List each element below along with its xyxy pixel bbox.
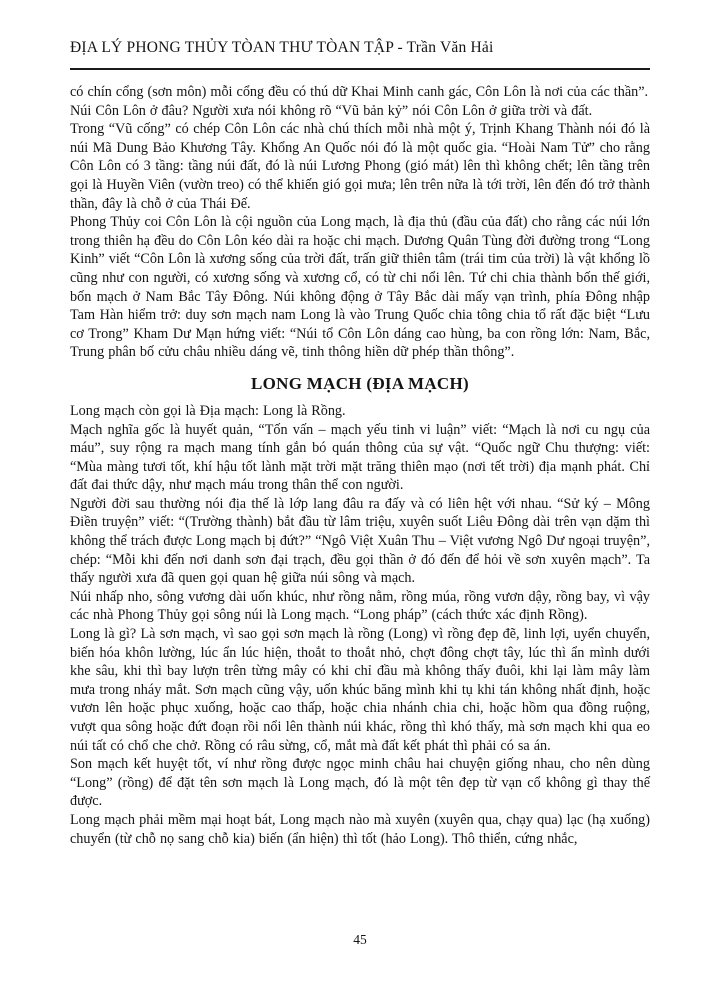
paragraph: Son mạch kết huyệt tốt, ví như rồng được ngọc minh châu hai chuyện giống nhau, cho nên dùng “Long” (rồng) để đặt tên sơn mạch là Long mạch, đó là một tên đẹp từ vạn cổ không gì thay thế được. — [70, 756, 650, 810]
paragraph: Long mạch phải mềm mại hoạt bát, Long mạch nào mà xuyên (xuyên qua, chạy qua) lạc (hạ xuống) chuyển (từ chỗ nọ sang chỗ kia) biến (ẩn hiện) thì tốt (hảo Long). Thô thiển, cứng nhắc, — [70, 811, 650, 847]
text-block — [70, 38, 650, 848]
paragraph: Long là gì? Là sơn mạch, vì sao gọi sơn mạch là rồng (Long) vì rồng đẹp đẽ, linh lợi, uyển chuyển, biến hóa khôn lường, lúc ẩn lúc hiện, thoắt to thoắt nhỏ, chợt đông chợt tây, lúc thì ẩn mình dưới khe sâu, khi thì bay lượn trên từng mây có khi chỉ đầu mà không thấy đuôi, khi lại làm mây làm mưa trong nháy mắt. Sơn mạch cũng vậy, uốn khúc băng mình khi tụ khi tán không nhất định, hoặc vươn lên hoặc phục xuống, hoặc cao thấp, hoặc chia nhánh chia chi, hoặc hồm qua đồng ruộng, vượt qua sông hoặc đứt đoạn rồi nổi lên thành núi khác, rồng thì khó thấy, mà sơn mạch khi qua eo núi tất có chổ che chở. Rồng có râu sừng, cổ, mắt mà đất kết phát thì phải có sa án. — [70, 626, 650, 754]
paragraph: Người đời sau thường nói địa thế là lớp lang đâu ra đấy và có liên hệt với nhau. “Sử ký – Mông Điền truyện” viết: “(Trường thành) bắt đầu từ lâm triệu, xuyên suốt Liêu Đông dài trên vạn dặm thì không thể trách được Long mạch bị đứt?” “Ngô Việt Xuân Thu – Việt vương Ngô Dư ngoại truyện”, chép: “Mỗi khi đến nơi danh sơn đại trạch, đều gọi thần ở đó đến để hỏi về sơn xuyên mạch”. Ta thấy người xưa đã quen gọi quan hệ giữa núi sông và mạch. — [70, 495, 650, 587]
paragraph: Núi Côn Lôn ở đâu? Người xưa nói không rõ “Vũ bản kỷ” nói Côn Lôn ở giữa trời và đất. — [70, 102, 593, 119]
paragraph: Mạch nghĩa gốc là huyết quản, “Tốn vấn – mạch yếu tinh vi luận” viết: “Mạch là nơi cu ngụ của máu”, suy rộng ra mạch mang tính gắn bó quán thông của sự vật. “Quốc ngữ Chu thượng: viết: “Mùa màng tươi tốt, khí hậu tốt lành mặt trời mặt trăng thiên mạo (nơi tết trời) địa mạnh phát. Chỉ đất đai thức dậy, như mạch máu trong thân thể con người. — [70, 421, 650, 494]
page-number: 45 — [353, 932, 367, 947]
page-header-title: ĐỊA LÝ PHONG THỦY TÒAN THƯ TÒAN TẬP - Trần Văn Hải — [70, 39, 494, 56]
paragraph: Phong Thủy coi Côn Lôn là cội nguồn của Long mạch, là địa thủ (đầu của đất) cho rằng các núi lớn trong thiên hạ đều do Côn Lôn kéo dài ra hoặc chi mạch. Dương Quân Tùng đời đường trong “Long Kinh” viết “Côn Lôn là xương sống của trời đất, trấn giữ thiên tâm (trái tim của trời) là vật khổng lồ cũng như con người, có xương sống và xương cổ, có từ chi nổi lên. Tứ chi chia thành bốn thế giới, bốn mạch ở Nam Bắc Tây Đông. Núi không động ở Tây Bắc dài mấy vạn trình, phía Đông nhập Tam Hàn hiểm trở: duy sơn mạch nam Long là vào Trung Quốc chia tông chia tổ rất đặc biệt “Lưu cơ Trong” Kham Dư Mạn hứng viết: “Núi tổ Côn Lôn dáng cao hùng, ba con rồng lớn: Nam, Bắc, Trung phân bố cửu châu nhiều dáng vẽ, tinh thông hiền dữ phép thần thông”. — [70, 214, 650, 361]
header-divider — [70, 68, 650, 70]
paragraph: Núi nhấp nho, sông vương dài uốn khúc, như rồng nằm, rồng múa, rồng vươn dậy, rồng bay, vì vậy các nhà Phong Thủy gọi sông núi là Long mạch. “Long pháp” (cách thức xác định Rồng). — [70, 588, 650, 624]
paragraph: Trong “Vũ cống” có chép Côn Lôn các nhà chú thích mỗi nhà một ý, Trịnh Khang Thành nói đó là núi Mã Dung Bảo Khương Tây. Khổng An Quốc nói đó là một quốc gia. “Hoài Nam Tử” cho rằng Côn Lôn có 3 tầng: tầng núi đất, đó là núi Lương Phong (gió mát) lên thì không chết; lên tầng trên gọi là Huyền Viên (vườn treo) có thể khiến gió gọi mưa; lên trên nữa là tới trời, lên đến đó trở thành thần, đây là chỗ ở của Thái Đế. — [70, 121, 650, 212]
paragraph: có chín cổng (sơn môn) mỗi cổng đều có thú dữ Khai Minh canh gác, Côn Lôn là nơi của các thần”. — [70, 84, 649, 100]
section-heading: LONG MẠCH (ĐỊA MẠCH) — [250, 373, 469, 393]
paragraph: Long mạch còn gọi là Địa mạch: Long là Rồng. — [70, 402, 346, 419]
